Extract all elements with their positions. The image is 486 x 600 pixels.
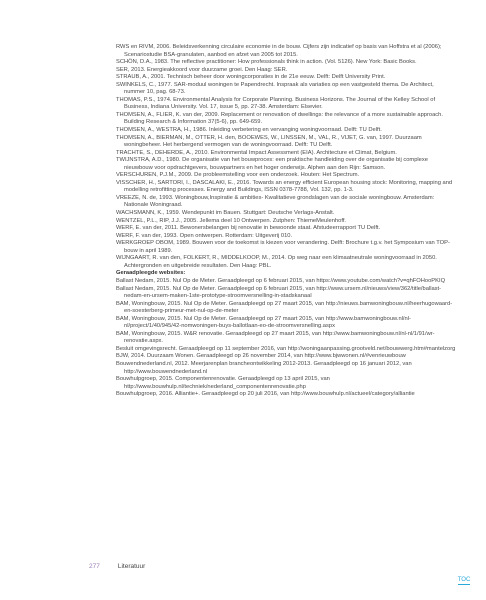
websites-heading: Geraadpleegde websites: — [116, 270, 186, 277]
reference-entry: VERSCHUREN, P.J.M., 2009. De probleemstelling voor een onderzoek. Houten: Het Spectrum. — [116, 172, 360, 179]
section-title: Literatuur — [117, 563, 146, 570]
reference-list — [116, 44, 456, 399]
reference-entry: SER, 2013. Energieakkoord voor duurzame groei. Den Haag: SER. — [116, 66, 288, 73]
website-entry: BJW, 2014. Duurzaam Wonen. Geraadpleegd op 26 november 2014, van http://www.bjwwonen.nl/#venrieuwbouw — [116, 353, 406, 360]
reference-entry: RWS en RIVM, 2006. Beleidsverkenning circulaire economie in de bouw. Cijfers zijn indicatief op basis van Hoffstra et al (2006); Scenariostudie BSA-granulaten, aanbod en afzet van 2005 tot 2015. — [116, 44, 442, 58]
website-entry: BAM, Woningbouw, 2015. W&R renovatie. Geraadpleegd op 27 maart 2015, van http://www.bamwoningbouw.nl/nl-nl/1/91/wr-renovatie.aspx. — [116, 330, 435, 345]
website-entry: BAM, Woningbouw, 2015. Nul Op de Meter. Geraadpleegd op 27 maart 2015, van http://www.bamwoningbouw.nl/nl-nl/project/1/40/945/42-nomwoningen-buys-ballotlaan-eo-de-stroomversnelling.aspx — [116, 315, 411, 330]
reference-entry: SWINKELS, C., 1977. SAR-moduul woningen te Papendrecht. Inspraak als variaties op een vastgesteld thema. De Architect, nummer 10, pag. 68-73. — [116, 81, 434, 96]
reference-entry: VREEZE, N. de, 1993. Woningbouw,Inspiratie & ambities- Kwalitatieve grondslagen van de sociale woningbouw. Amsterdam: Nationale Woningraad. — [116, 194, 435, 209]
website-entry: Bouwendnederland.nl, 2012. Meerjarenplan brancheontwikkeling 2012-2013. Geraadpleegd op 16 januari 2012, van http://www.bouwendnederland.nl — [116, 360, 412, 375]
reference-entry: SCHÖN, D.A., 1983. The reflective practitioner: How professionals think in action. (Vol. 5126). New York: Basic Books. — [116, 59, 417, 66]
page-footer — [89, 563, 145, 571]
website-entry: Besluit omgevingsrecht. Geraadpleegd op 11 september 2016, van http://woningaanpassing.grootveld.net/bouwwerg.htm#mantelzorg — [116, 345, 456, 352]
reference-entry: WERKGROEP OBOM, 1989. Bouwen voor de toekomst is kiezen voor verandering. Delft: Brochure t.g.v. het Symposium van TOP-bouw in april 1989. — [116, 240, 450, 254]
reference-entry: STRAUB, A., 2001. Technisch beheer door woningcorporaties in de 21e eeuw. Delft: Delft University Print. — [116, 74, 386, 81]
reference-entry: THOMSEN, A., FLIER, K. van der, 2009. Replacement or renovation of dwellings: the relevance of a more sustainable approach. Building Research & Information 37(5-6), pp. 649-659. — [116, 111, 443, 126]
page-number: 277 — [89, 563, 100, 570]
reference-entry: TWIJNSTRA, A.D., 1980. De organisatie van het bouwproces: een praktische handleiding over de organisatie bij complexe nieuwbouw voor opdrachtgevers, bouwpartners en het hoger onderwijs. Alphen aan den Rijn: Samson. — [116, 157, 428, 171]
reference-entry: TRACHTE, S., DEHERDE, A., 2010. Environmental Impact Assessment (EIA). Architecture et Climat, Belgium. — [116, 149, 397, 156]
toc-underline — [458, 584, 470, 585]
toc-button[interactable] — [454, 576, 474, 590]
reference-entry: WENTZEL, P.L., RIP, J.J., 2005. Jellema deel 10 Ontwerpen. Zutphen: ThiemeMeulenhoff. — [116, 217, 347, 224]
website-entry: Ballast Nedam, 2015. Nul Op de Meter. Geraadpleegd op 6 februari 2015, van https://www.youtube.com/watch?v=qhFOHooPKIQ — [116, 277, 446, 284]
website-entry: Ballast Nedam, 2015. Nul Op de Meter. Geraadpleegd op 6 februari 2015, van http://www.ursem.nl/nieuws/view/362/title/ballast-nedam-en-ursem-maken-1ste-prototype-stroomversnelling-in-stadskanaal — [116, 285, 442, 300]
website-entry: Bouwhulpgroep, 2016. Alliantie+. Geraadpleegd op 20 juli 2016, van http://www.bouwhulp.nl/actueel/category/alliantie — [116, 391, 415, 398]
reference-entry: THOMSEN, A., BIERMAN, M., OTTER, H. den, BOOEWES, W., LINSSEN, M., VAL, R., VIJET, G. van, 1997. Duurzaam woningbeheer. Het herbergend vermogen van de woningvoorraad. Delft: TU Delft. — [116, 134, 422, 149]
reference-entry: THOMAS, P.S., 1974. Environmental Analysis for Corporate Planning. Business Horizons. The Journal of the Kelley School of Business, Indiana University. Vol. 17, issue 5, pp. 27-38. Amsterdam: Elsevier. — [116, 96, 436, 111]
reference-entry: WERF, F. van der, 1993. Open ontwerpen. Rotterdam: Uitgeverij 010. — [116, 232, 293, 239]
toc-label: TOC — [457, 577, 471, 583]
website-entry: BAM, Woningbouw, 2015. Nul Op de Meter. Geraadpleegd op 27 maart 2015, van http://nieuws.bamwoningbouw.nl/heerhugowaard-en-soesterberg-primeur-met-nul-op-de-meter — [116, 300, 453, 315]
reference-entry: VISSCHER, H., SARTORI, I., DASCALAKI, E., 2016. Towards an energy efficient European housing stock: Monitoring, mapping and modelling retrofitting processes. Energy and Buildings, ISSN 0378-7788, Vol. 132, pp. 1-3. — [116, 179, 453, 194]
reference-entry: THOMSEN, A., WESTRA, H., 1986. Inleiding verbetering en vervanging woningvoorraad. Delft: TU Delft. — [116, 127, 382, 134]
reference-entry: WIJNGAART, R. van den, FOLKERT, R., MIDDELKOOP, M., 2014. Op weg naar een klimaatneutrale woningvoorraad in 2050. Achtergronden en uitgebreide resultaten. Den Haag: PBL. — [116, 255, 437, 269]
website-entry: Bouwhulpgroep, 2015. Componentenrenovatie. Geraadpleegd op 13 april 2015, van http://www.bouwhulp.nl/techniek/nederland_componentenrenovatie.php — [116, 376, 330, 390]
reference-entry: WACHSMANN, K., 1959. Wendepunkt im Bauen. Stuttgart: Deutsche Verlags-Anstalt. — [116, 210, 335, 217]
reference-entry: WERF, E. van der, 2011. Bewonersbelangen bij renovatie in bewoonde staat. Afstudeerrapport TU Delft. — [116, 225, 381, 232]
